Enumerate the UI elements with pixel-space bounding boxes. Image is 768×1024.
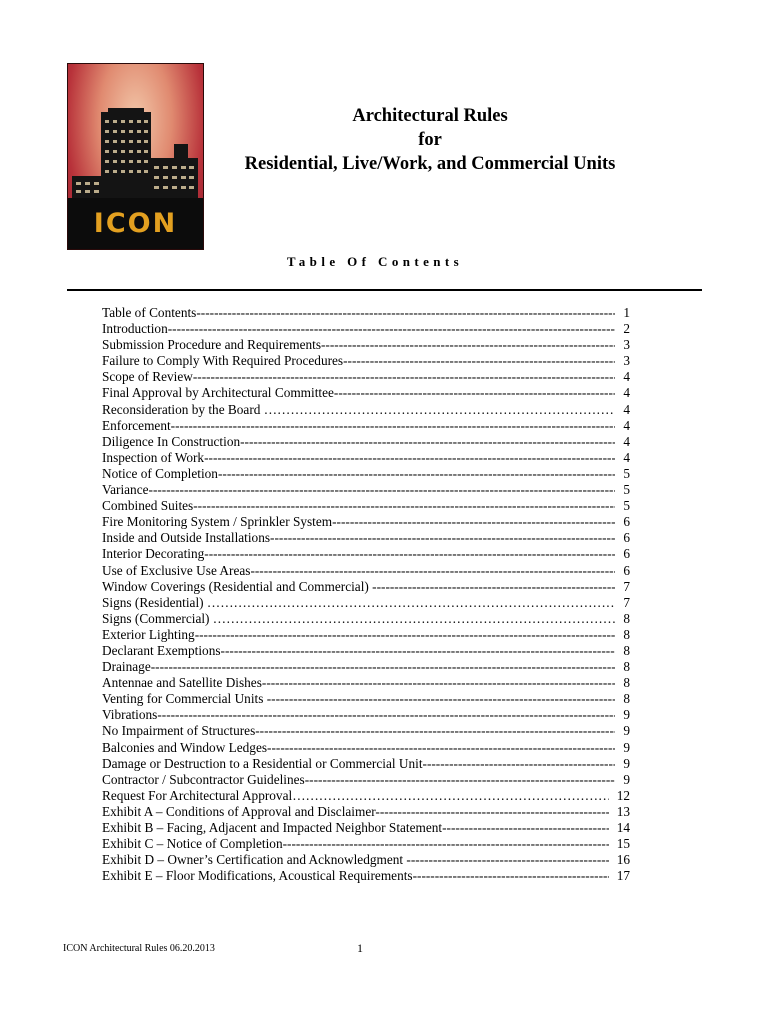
toc-entry-title: Table of Contents -----	[102, 305, 615, 321]
toc-entry-title: Signs (Residential) ……………………………………………………………………………………………………………………	[102, 595, 615, 611]
toc-entry-page: 6	[623, 530, 630, 546]
page-number: 1	[357, 941, 363, 955]
toc-entry[interactable]	[102, 595, 630, 611]
toc-entry-page: 9	[623, 755, 630, 771]
toc-entry[interactable]	[102, 772, 630, 788]
toc-entry-page: 14	[616, 820, 630, 835]
document-title	[170, 104, 690, 176]
toc-entry-page: 15	[616, 836, 630, 852]
toc-entry-page: 3	[623, 337, 630, 353]
horizontal-rule	[67, 289, 702, 291]
toc-entry[interactable]	[102, 852, 630, 868]
toc-entry-title: Exhibit B – Facing, Adjacent and Impacted Neighbor Statement -----	[102, 820, 609, 836]
toc-entry[interactable]	[102, 498, 630, 514]
toc-entry[interactable]	[102, 723, 630, 739]
toc-entry-page: 1	[623, 305, 630, 320]
title-line-1: Architectural Rules	[352, 106, 508, 126]
toc-entry[interactable]	[102, 756, 630, 772]
toc-entry[interactable]	[102, 530, 630, 546]
toc-entry[interactable]	[102, 385, 630, 401]
toc-entry-title: Damage or Destruction to a Residential or Commercial Unit -----	[102, 756, 615, 772]
title-line-2: for	[418, 130, 442, 150]
toc-entry-page: 8	[623, 610, 630, 626]
toc-entry-title: Introduction -----	[102, 321, 615, 337]
toc-entry-page: 2	[623, 321, 630, 337]
toc-entry-title: Exhibit E – Floor Modifications, Acoustical Requirements -----	[102, 868, 609, 884]
toc-entry-page: 9	[623, 739, 630, 755]
toc-entry-title: Scope of Review -----	[102, 369, 615, 385]
toc-entry[interactable]	[102, 482, 630, 498]
toc-entry-title: Fire Monitoring System / Sprinkler System -----	[102, 514, 615, 530]
toc-entry[interactable]	[102, 434, 630, 450]
toc-entry[interactable]	[102, 707, 630, 723]
toc-entry-title: Venting for Commercial Units -----	[102, 691, 615, 707]
footer-label: ICON Architectural Rules 06.20.2013	[63, 943, 215, 954]
title-line-3: Residential, Live/Work, and Commercial Units	[244, 154, 616, 174]
toc-entry-title: Variance -----	[102, 482, 615, 498]
toc-entry[interactable]	[102, 546, 630, 562]
toc-entry-title: Vibrations -----	[102, 707, 615, 723]
toc-entry-title: Notice of Completion -----	[102, 466, 615, 482]
toc-entry-title: Balconies and Window Ledges -----	[102, 740, 615, 756]
toc-entry[interactable]	[102, 659, 630, 675]
toc-entry-title: Exhibit C – Notice of Completion -----	[102, 836, 609, 852]
toc-entry-page: 4	[623, 369, 630, 385]
toc-entry[interactable]	[102, 691, 630, 707]
toc-entry[interactable]	[102, 788, 630, 804]
toc-entry-title: Contractor / Subcontractor Guidelines -----	[102, 772, 615, 788]
toc-entry[interactable]	[102, 563, 630, 579]
toc-entry-title: Signs (Commercial) ……………………………………………………………………………………………………………………	[102, 611, 615, 627]
toc-entry-title: Antennae and Satellite Dishes -----	[102, 675, 615, 691]
toc-entry-title: Enforcement -----	[102, 418, 615, 434]
toc-entry-title: Interior Decorating -----	[102, 546, 615, 562]
toc-entry-page: 4	[623, 417, 630, 433]
toc-entry-title: Inspection of Work -----	[102, 450, 615, 466]
toc-entry[interactable]	[102, 321, 630, 337]
toc-entry[interactable]	[102, 820, 630, 836]
toc-entry-title: Use of Exclusive Use Areas -----	[102, 563, 615, 579]
toc-heading: Table Of Contents	[286, 254, 464, 269]
toc-entry[interactable]	[102, 675, 630, 691]
toc-entry-page: 8	[623, 626, 630, 642]
toc-entry-title: Window Coverings (Residential and Commercial) -----	[102, 579, 615, 595]
toc-entry-title: Submission Procedure and Requirements -----	[102, 337, 615, 353]
toc-entry-page: 4	[623, 385, 630, 401]
table-of-contents	[102, 305, 630, 884]
toc-entry[interactable]	[102, 611, 630, 627]
toc-entry[interactable]	[102, 836, 630, 852]
toc-entry-page: 6	[623, 546, 630, 562]
toc-entry-page: 8	[623, 642, 630, 658]
toc-entry-title: Exhibit A – Conditions of Approval and Disclaimer -----	[102, 804, 609, 820]
toc-entry[interactable]	[102, 353, 630, 369]
toc-entry-page: 17	[616, 868, 630, 884]
logo-band	[68, 198, 203, 249]
toc-entry-page: 9	[623, 771, 630, 787]
toc-entry[interactable]	[102, 402, 630, 418]
toc-entry-page: 5	[623, 498, 630, 514]
toc-entry-page: 7	[623, 594, 630, 610]
toc-entry-page: 8	[623, 675, 630, 691]
toc-entry-page: 4	[623, 401, 630, 417]
toc-entry-page: 16	[616, 852, 630, 868]
toc-entry-page: 7	[623, 578, 630, 594]
toc-entry-page: 5	[623, 465, 630, 481]
toc-entry[interactable]	[102, 450, 630, 466]
toc-entry-title: Exhibit D – Owner’s Certification and Acknowledgment -----	[102, 852, 609, 868]
toc-entry[interactable]	[102, 643, 630, 659]
toc-entry-title: Diligence In Construction -----	[102, 434, 615, 450]
toc-entry[interactable]	[102, 804, 630, 820]
toc-entry-page: 13	[616, 803, 630, 819]
toc-entry-title: Request For Architectural Approval ……………………………………………………………………………………………………………………	[102, 788, 609, 804]
toc-entry-page: 12	[616, 787, 630, 803]
toc-entry-page: 4	[623, 449, 630, 465]
toc-entry-title: No Impairment of Structures -----	[102, 723, 615, 739]
toc-entry-title: Reconsideration by the Board ……………………………………………………………………………………………………………………	[102, 402, 615, 418]
toc-entry-title: Exterior Lighting -----	[102, 627, 615, 643]
toc-entry[interactable]	[102, 514, 630, 530]
toc-entry[interactable]	[102, 466, 630, 482]
toc-entry-page: 4	[623, 433, 630, 449]
toc-entry[interactable]	[102, 627, 630, 643]
logo-wordmark: ICON	[93, 208, 178, 239]
toc-entry-page: 5	[623, 482, 630, 498]
toc-entry[interactable]	[102, 418, 630, 434]
toc-entry-title: Inside and Outside Installations -----	[102, 530, 615, 546]
toc-entry-page: 9	[623, 707, 630, 723]
toc-entry-page: 6	[623, 562, 630, 578]
toc-entry-title: Final Approval by Architectural Committee -----	[102, 385, 615, 401]
toc-entry-page: 8	[623, 659, 630, 675]
toc-entry[interactable]	[102, 868, 630, 884]
toc-entry[interactable]	[102, 305, 630, 321]
toc-entry-title: Combined Suites -----	[102, 498, 615, 514]
toc-entry-page: 8	[623, 691, 630, 707]
toc-entry-page: 6	[623, 514, 630, 530]
toc-entry-page: 9	[623, 723, 630, 739]
toc-entry[interactable]	[102, 579, 630, 595]
toc-entry[interactable]	[102, 337, 630, 353]
toc-entry-page: 3	[623, 353, 630, 369]
toc-entry-title: Failure to Comply With Required Procedures -----	[102, 353, 615, 369]
toc-entry[interactable]	[102, 740, 630, 756]
toc-entry-title: Drainage -----	[102, 659, 615, 675]
toc-entry[interactable]	[102, 369, 630, 385]
toc-entry-title: Declarant Exemptions -----	[102, 643, 615, 659]
